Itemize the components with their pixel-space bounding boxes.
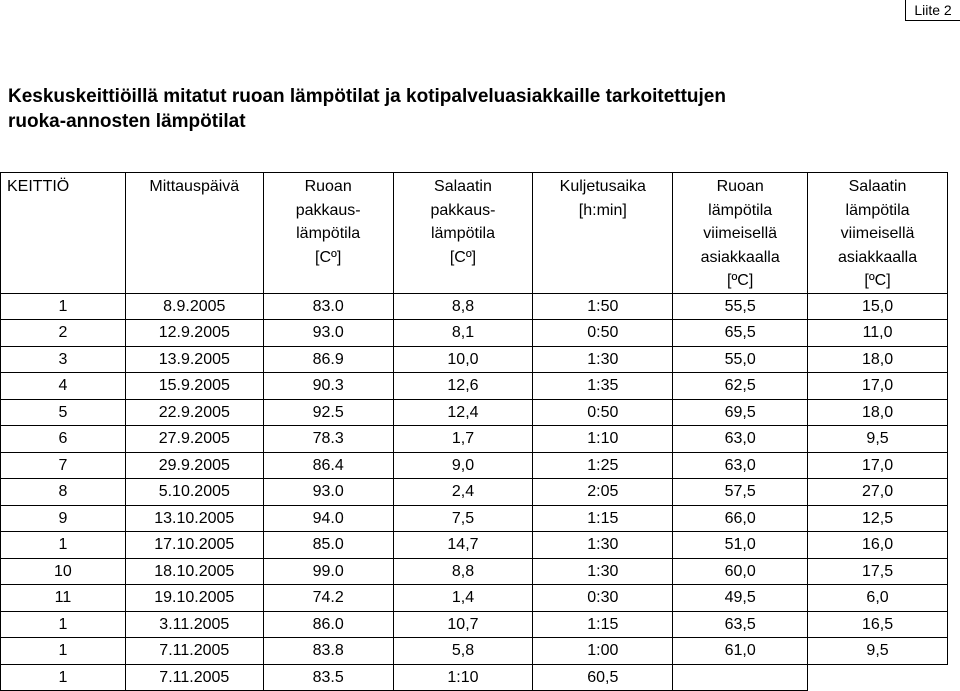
column-header-line: Kuljetusaika <box>559 178 646 195</box>
column-header-line: asiakkaalla <box>700 248 780 266</box>
table-cell: 94.0 <box>263 505 393 532</box>
table-cell: 2 <box>1 320 126 347</box>
table-cell: 12.9.2005 <box>125 320 263 347</box>
header-row <box>1 173 948 294</box>
table-cell: 1:25 <box>533 452 673 479</box>
table-cell: 57,5 <box>673 479 808 506</box>
table-cell: 18.10.2005 <box>125 558 263 585</box>
table-cell: 27,0 <box>808 479 948 506</box>
table-cell: 17,5 <box>808 558 948 585</box>
table-row <box>1 532 948 559</box>
table-cell: 13.9.2005 <box>125 346 263 373</box>
table-cell <box>673 664 808 691</box>
column-header-line: Salaatin <box>848 178 907 195</box>
table-cell: 11,0 <box>808 320 948 347</box>
table-cell: 5.10.2005 <box>125 479 263 506</box>
table-cell: 17,0 <box>808 452 948 479</box>
table-cell: 69,5 <box>673 399 808 426</box>
table-cell: 1:30 <box>533 532 673 559</box>
table-cell: 8 <box>1 479 126 506</box>
column-header-line: lämpötila <box>845 201 910 219</box>
temperature-table <box>0 172 948 691</box>
table-cell: 6,0 <box>808 585 948 612</box>
table-cell: 18,0 <box>808 346 948 373</box>
table-cell: 9,5 <box>808 426 948 453</box>
document-title <box>8 84 888 134</box>
table-cell: 51,0 <box>673 532 808 559</box>
table-cell: 90.3 <box>263 373 393 400</box>
table-cell: 8,8 <box>393 293 533 320</box>
table-cell: 86.4 <box>263 452 393 479</box>
table-cell: 10,0 <box>393 346 533 373</box>
column-header-line: asiakkaalla <box>837 248 918 266</box>
table-cell: 99.0 <box>263 558 393 585</box>
table-cell: 12,5 <box>808 505 948 532</box>
table-cell: 7 <box>1 452 126 479</box>
table-cell: 3 <box>1 346 126 373</box>
column-header-line: pakkaus- <box>430 201 496 219</box>
table-cell: 7,5 <box>393 505 533 532</box>
column-header-line: Salaatin <box>434 178 492 195</box>
table-cell: 0:30 <box>533 585 673 612</box>
column-header <box>125 173 263 294</box>
table-cell: 22.9.2005 <box>125 399 263 426</box>
table-cell: 10,7 <box>393 611 533 638</box>
table-cell: 1 <box>1 293 126 320</box>
table-row <box>1 664 948 691</box>
table-cell: 29.9.2005 <box>125 452 263 479</box>
table-row <box>1 611 948 638</box>
table-cell: 6 <box>1 426 126 453</box>
appendix-badge: Liite 2 <box>905 0 960 21</box>
table-row <box>1 426 948 453</box>
table-row <box>1 585 948 612</box>
table-row <box>1 558 948 585</box>
table-cell: 85.0 <box>263 532 393 559</box>
table-cell: 1,7 <box>393 426 533 453</box>
table-cell: 16,0 <box>808 532 948 559</box>
column-header-line: lämpötila <box>708 201 773 219</box>
table-cell: 27.9.2005 <box>125 426 263 453</box>
table-cell: 1:00 <box>533 638 673 665</box>
table-row <box>1 638 948 665</box>
table-cell: 65,5 <box>673 320 808 347</box>
table-cell: 8.9.2005 <box>125 293 263 320</box>
table-row <box>1 505 948 532</box>
column-header-line: pakkaus- <box>295 201 361 219</box>
table-cell: 55,0 <box>673 346 808 373</box>
table-cell: 63,0 <box>673 426 808 453</box>
table-cell: 9,5 <box>808 638 948 665</box>
table-row <box>1 320 948 347</box>
table-cell: 1:10 <box>393 664 533 691</box>
column-header <box>533 173 673 294</box>
table-cell: 1 <box>1 532 126 559</box>
table-cell: 4 <box>1 373 126 400</box>
table-cell: 78.3 <box>263 426 393 453</box>
column-header-line: [Cº] <box>449 248 477 266</box>
column-header-line: Mittauspäivä <box>149 178 240 195</box>
table-cell: 15,0 <box>808 293 948 320</box>
table-cell: 10 <box>1 558 126 585</box>
column-header-line: viimeisellä <box>703 225 778 242</box>
table-row <box>1 479 948 506</box>
table-cell: 3.11.2005 <box>125 611 263 638</box>
table-cell: 8,1 <box>393 320 533 347</box>
column-header <box>263 173 393 294</box>
column-header-line: Ruoan <box>304 178 352 195</box>
table-cell: 66,0 <box>673 505 808 532</box>
table-row <box>1 399 948 426</box>
column-header-line: Ruoan <box>716 178 764 195</box>
table-cell: 49,5 <box>673 585 808 612</box>
table-cell: 12,6 <box>393 373 533 400</box>
table-cell: 55,5 <box>673 293 808 320</box>
table-cell: 1 <box>1 664 126 691</box>
table-cell: 14,7 <box>393 532 533 559</box>
column-header-line: lämpötila <box>296 225 361 242</box>
table-cell: 0:50 <box>533 399 673 426</box>
column-header-line: lämpötila <box>430 225 495 242</box>
table-cell: 83.5 <box>263 664 393 691</box>
table-cell: 16,5 <box>808 611 948 638</box>
table-cell: 1 <box>1 611 126 638</box>
table-cell: 63,0 <box>673 452 808 479</box>
table-cell: 63,5 <box>673 611 808 638</box>
table-cell: 93.0 <box>263 479 393 506</box>
table-cell: 83.0 <box>263 293 393 320</box>
table-cell: 1:50 <box>533 293 673 320</box>
column-header-line: [ºC] <box>864 272 891 289</box>
table-cell: 5,8 <box>393 638 533 665</box>
table-cell: 12,4 <box>393 399 533 426</box>
table-cell: 60,0 <box>673 558 808 585</box>
column-header-line: [ºC] <box>727 272 754 289</box>
table-cell: 13.10.2005 <box>125 505 263 532</box>
table-cell: 2,4 <box>393 479 533 506</box>
table-cell: 19.10.2005 <box>125 585 263 612</box>
table-cell: 62,5 <box>673 373 808 400</box>
table-cell: 17,0 <box>808 373 948 400</box>
title-line-2: ruoka-annosten lämpötilat <box>8 111 246 132</box>
table-cell: 0:50 <box>533 320 673 347</box>
table-row <box>1 293 948 320</box>
column-header-line: [Cº] <box>315 248 342 266</box>
column-header-line: viimeisellä <box>840 225 915 242</box>
table-cell: 83.8 <box>263 638 393 665</box>
table-cell: 92.5 <box>263 399 393 426</box>
table-cell: 2:05 <box>533 479 673 506</box>
table-cell: 61,0 <box>673 638 808 665</box>
table-cell: 1:30 <box>533 346 673 373</box>
table-cell: 8,8 <box>393 558 533 585</box>
column-header <box>673 173 808 294</box>
table-cell: 74.2 <box>263 585 393 612</box>
table-cell: 86.9 <box>263 346 393 373</box>
column-header-line: [h:min] <box>578 201 627 219</box>
table-row <box>1 346 948 373</box>
table-cell: 11 <box>1 585 126 612</box>
column-header-line: KEITTIÖ <box>7 178 70 195</box>
table-cell: 7.11.2005 <box>125 664 263 691</box>
table-row <box>1 373 948 400</box>
title-line-1: Keskuskeittiöillä mitatut ruoan lämpötilat ja kotipalveluasiakkaille tarkoitettujen <box>8 86 726 107</box>
table-cell: 1:30 <box>533 558 673 585</box>
table-cell: 1:15 <box>533 505 673 532</box>
table-header <box>1 173 948 294</box>
table-body <box>1 293 948 691</box>
table-cell: 1:35 <box>533 373 673 400</box>
table-cell: 1:10 <box>533 426 673 453</box>
table-cell: 1 <box>1 638 126 665</box>
table-cell: 93.0 <box>263 320 393 347</box>
table-cell: 18,0 <box>808 399 948 426</box>
table-cell: 9,0 <box>393 452 533 479</box>
table-cell: 9 <box>1 505 126 532</box>
table-cell: 5 <box>1 399 126 426</box>
table-cell: 60,5 <box>533 664 673 691</box>
column-header <box>393 173 533 294</box>
table-cell: 1:15 <box>533 611 673 638</box>
table-cell: 7.11.2005 <box>125 638 263 665</box>
table-cell: 17.10.2005 <box>125 532 263 559</box>
table-row <box>1 452 948 479</box>
table-cell: 15.9.2005 <box>125 373 263 400</box>
column-header <box>808 173 948 294</box>
table-cell: 86.0 <box>263 611 393 638</box>
column-header <box>1 173 126 294</box>
table-cell: 1,4 <box>393 585 533 612</box>
